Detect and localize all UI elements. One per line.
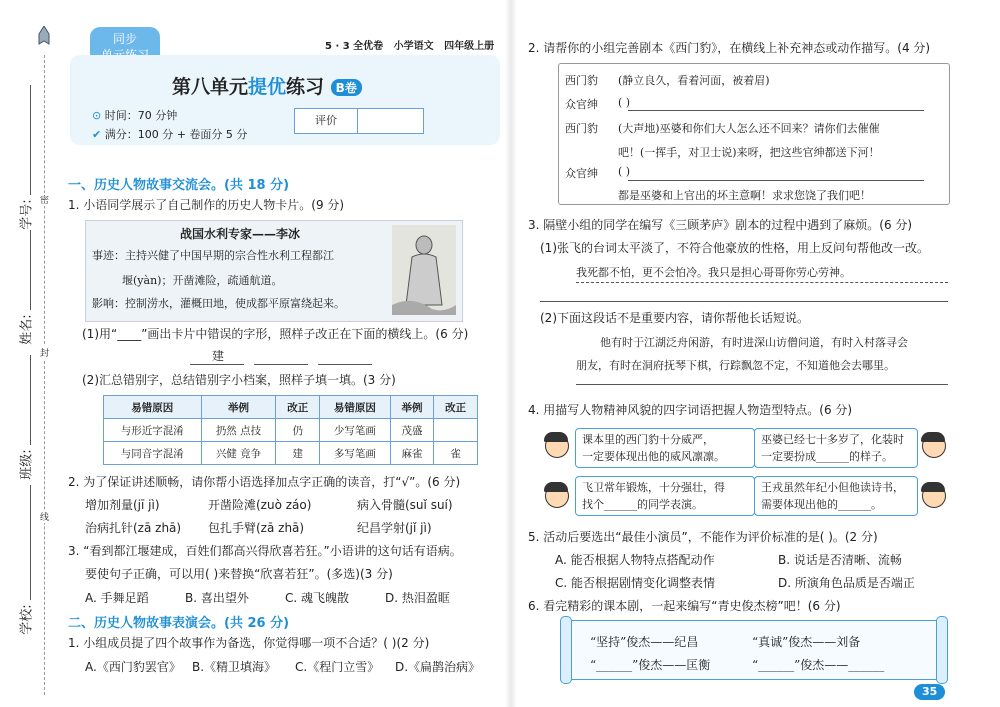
page-title: 第八单元提优练习 B卷 <box>172 72 362 99</box>
s2-q1-option-b[interactable]: B.《精卫填海》 <box>192 660 277 674</box>
name-label: 姓名: <box>19 314 35 345</box>
script-role-5: 众官绅 <box>565 167 598 180</box>
q2-r2-b[interactable]: 包扎手臂(zā zhā) <box>208 521 305 535</box>
q5-option-b[interactable]: B. 说话是否清晰、流畅 <box>778 553 902 567</box>
r-q3-sub1: (1)张飞的台词太平淡了，不符合他豪放的性格，用上反问句帮他改一改。 <box>540 241 930 255</box>
r-q3-para-line2: 朋友，有时在洞府抚琴下棋，行踪飘忽不定，不知道他会去哪里。 <box>576 359 895 372</box>
rocket-icon <box>38 26 50 48</box>
speech-bubble-1: 课本里的西门豹十分威严， 一定要体现出他的威风凛凛。 <box>575 428 755 468</box>
script-line-2[interactable] <box>628 180 924 181</box>
school-field[interactable] <box>30 485 31 600</box>
cut-line <box>44 55 45 695</box>
r-q3: 3. 隔壁小组的同学在编写《三顾茅庐》剧本的过程中遇到了麻烦。(6 分) <box>528 218 913 232</box>
q3-option-c[interactable]: C. 魂飞魄散 <box>285 591 350 605</box>
name-field[interactable] <box>30 230 31 310</box>
script-text-4: 吧！(一挥手，对卫士说)来呀，把这些官绅都送下河！ <box>618 146 880 159</box>
scroll-item-2: “真诚”俊杰——刘备 <box>752 635 861 649</box>
school-label: 学校: <box>19 604 35 635</box>
section1-heading: 一、历史人物故事交流会。(共 18 分) <box>68 178 290 193</box>
scroll-end-left <box>560 616 572 684</box>
sample-answer: 建 <box>212 349 225 363</box>
r-q3-sub1-text: 我死都不怕，更不会怕冷。我只是担心哥哥你劳心劳神。 <box>576 266 851 279</box>
script-text-3: (大声地)巫婆和你们大人怎么还不回来？请你们去催催 <box>618 122 880 135</box>
q3-answer-line-1[interactable] <box>576 282 948 283</box>
card-title: 战国水利专家——李冰 <box>180 227 301 241</box>
s2-q1-option-c[interactable]: C.《程门立雪》 <box>295 660 380 674</box>
script-role-3: 西门豹 <box>565 122 598 135</box>
speech-bubble-3: 飞卫常年锻炼，十分强壮，得 找个______的同学表演。 <box>575 476 755 516</box>
eval-box <box>294 108 424 134</box>
table-fill-cell[interactable] <box>434 419 478 442</box>
student-no-label: 学号: <box>19 199 35 230</box>
avatar <box>922 484 946 508</box>
script-text-1: (静立良久，看着河面，被着眉) <box>618 74 770 87</box>
avatar <box>545 434 569 458</box>
score-info: ✔ 满分：100 分 + 卷面分 5 分 <box>92 128 248 141</box>
q3-answer-line-2[interactable] <box>540 301 948 302</box>
avatar <box>545 484 569 508</box>
card-line1: 事迹：主持兴健了中国早期的宗合性水利工程都江 <box>92 249 334 262</box>
series-label <box>325 37 494 52</box>
s1-q2: 2. 为了保证讲述顺畅，请你帮小语选择加点字正确的读音，打“√”。(6 分) <box>68 475 461 489</box>
eval-field[interactable] <box>358 109 423 133</box>
script-blank-2[interactable]: ( ) <box>618 165 631 178</box>
card-line2: 堰(yàn)；开凿滩险，疏通航道。 <box>122 274 283 287</box>
scroll-item-1: “坚持”俊杰——纪昌 <box>590 635 699 649</box>
q5-option-c[interactable]: C. 能否根据剧情变化调整表情 <box>555 576 716 590</box>
r-q3-sub2: (2)下面这段话不是重要内容，请你帮他长话短说。 <box>540 311 809 325</box>
clock-icon: ⊙ <box>92 109 102 122</box>
class-field[interactable] <box>30 355 31 445</box>
r-q4: 4. 用描写人物精神风貌的四字词语把握人物造型特点。(6 分) <box>528 403 853 417</box>
speech-bubble-2: 巫婆已经七十多岁了，化装时 一定要扮成______的样子。 <box>754 428 918 468</box>
q2-r1-a[interactable]: 增加剂量(jī jì) <box>85 498 160 512</box>
scroll-item-4[interactable]: “______”俊杰——______ <box>752 658 885 672</box>
s1-q3-line2: 要使句子正确，可以用( )来替换“欣喜若狂”。(多选)(3 分) <box>85 567 393 581</box>
scroll-item-3[interactable]: “______”俊杰——匡衡 <box>590 658 711 672</box>
s1-q1: 1. 小语同学展示了自己制作的历史人物卡片。(9 分) <box>68 198 345 212</box>
q2-r1-b[interactable]: 开凿险滩(zuò záo) <box>208 498 312 512</box>
q3-option-b[interactable]: B. 喜出望外 <box>185 591 249 605</box>
series-name: 5 · 3 全优卷 <box>325 41 384 52</box>
card-line3: 影响：控制涝水，灌概田地，使成都平原富绕起来。 <box>92 297 345 310</box>
student-no-field[interactable] <box>30 85 31 195</box>
seal-feng: 封 <box>40 346 49 359</box>
speech-bubble-4: 王戎虽然年纪小但他读诗书， 需要体现出他的______。 <box>754 476 918 516</box>
r-q6: 6. 看完精彩的课本剧，一起来编写“青史俊杰榜”吧！(6 分) <box>528 599 841 613</box>
r-q2: 2. 请帮你的小组完善剧本《西门豹》，在横线上补充神态或动作描写。(4 分) <box>528 41 931 55</box>
time-info: ⊙ 时间：70 分钟 <box>92 109 178 122</box>
script-line-1[interactable] <box>628 110 924 111</box>
answer-line-3[interactable] <box>318 364 372 365</box>
script-blank-1[interactable]: ( ) <box>618 96 631 109</box>
q3-answer-line-3[interactable] <box>576 384 948 385</box>
q2-r2-c[interactable]: 纪昌学射(jǐ jì) <box>357 521 432 535</box>
li-bing-portrait <box>392 225 456 315</box>
q5-option-d[interactable]: D. 所演角色品质是否端正 <box>778 576 915 590</box>
q3-option-d[interactable]: D. 热泪盈眶 <box>385 591 450 605</box>
s1-sub2: (2)汇总错别字，总结错别字小档案，照样子填一填。(3 分) <box>82 373 396 387</box>
s2-q1-option-a[interactable]: A.《西门豹罢官》 <box>85 660 181 674</box>
b-badge: B卷 <box>331 79 362 96</box>
s2-q1-option-d[interactable]: D.《扁鹊治病》 <box>395 660 481 674</box>
answer-line-2[interactable] <box>254 364 308 365</box>
seal-mi: 密 <box>40 193 49 206</box>
error-table: 易错原因 举例 改正 易错原因 举例 改正 与形近字混淆 扔然 点技 仍 少写笔画 茂盛 与同音字混淆 兴健 竟争 建 多写笔画 麻雀 雀 <box>103 395 478 465</box>
answer-line-1[interactable] <box>190 364 244 365</box>
q2-r2-a[interactable]: 治病扎针(zā zhā) <box>85 521 182 535</box>
badge-line1: 同步 <box>112 32 137 46</box>
q5-option-a[interactable]: A. 能否根据人物特点搭配动作 <box>555 553 715 567</box>
avatar <box>922 434 946 458</box>
q3-option-a[interactable]: A. 手舞足蹈 <box>85 591 149 605</box>
s2-q1: 1. 小组成员提了四个故事作为备选，你觉得哪一项不合适？( )(2 分) <box>68 636 430 650</box>
table-row: 与同音字混淆 兴健 竟争 建 多写笔画 麻雀 雀 <box>104 442 478 465</box>
seal-xian: 线 <box>40 510 49 523</box>
page-number: 35 <box>914 684 945 700</box>
r-q3-para-line1: 他有时于江湖泛舟闲游，有时进深山访僧问道，有时入村落寻会 <box>600 336 908 349</box>
s1-sub1: (1)用“____”画出卡片中错误的字形，照样子改正在下面的横线上。(6 分) <box>82 327 469 341</box>
subject-name: 小学语文 <box>393 41 434 52</box>
r-q5: 5. 活动后要选出“最佳小演员”，不能作为评价标准的是( )。(2 分) <box>528 530 878 544</box>
s1-q3-line1: 3. “看到都江堰建成，百姓们都高兴得欣喜若狂。”小语讲的这句话有语病。 <box>68 544 462 558</box>
grade-name: 四年级上册 <box>444 41 495 52</box>
page-fold <box>505 0 517 707</box>
class-label: 班级: <box>19 449 35 480</box>
table-row: 与形近字混淆 扔然 点技 仍 少写笔画 茂盛 <box>104 419 478 442</box>
eval-label: 评价 <box>295 109 358 133</box>
script-text-6: 都是巫婆和上官出的坏主意啊！求求您饶了我们吧！ <box>618 189 871 202</box>
q2-r1-c[interactable]: 病入骨髓(suǐ suí) <box>357 498 453 512</box>
script-role-2: 众官绅 <box>565 98 598 111</box>
script-role-1: 西门豹 <box>565 74 598 87</box>
scroll-end-right <box>936 616 948 684</box>
check-icon: ✔ <box>92 128 102 141</box>
section2-heading: 二、历史人物故事表演会。(共 26 分) <box>68 616 290 631</box>
